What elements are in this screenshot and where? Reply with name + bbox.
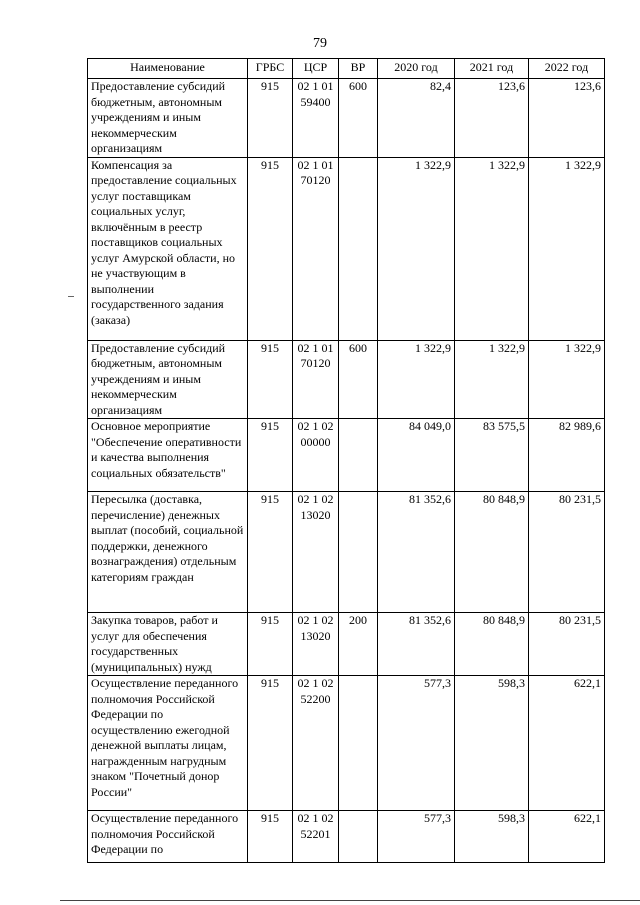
row-vr bbox=[339, 419, 378, 492]
margin-mark bbox=[68, 296, 74, 297]
row-vr bbox=[339, 157, 378, 340]
header-2020: 2020 год bbox=[378, 59, 455, 79]
row-grbs: 915 bbox=[248, 811, 293, 863]
row-csr: 02 1 01 70120 bbox=[293, 157, 339, 340]
table-header-row bbox=[88, 59, 605, 79]
row-grbs: 915 bbox=[248, 157, 293, 340]
budget-table bbox=[87, 58, 605, 863]
header-grbs: ГРБС bbox=[248, 59, 293, 79]
table-row bbox=[88, 492, 605, 613]
row-2021: 1 322,9 bbox=[455, 340, 529, 419]
row-csr: 02 1 02 00000 bbox=[293, 419, 339, 492]
row-2022: 80 231,5 bbox=[529, 613, 605, 676]
row-vr: 600 bbox=[339, 79, 378, 158]
row-2022: 82 989,6 bbox=[529, 419, 605, 492]
row-vr bbox=[339, 492, 378, 613]
row-csr: 02 1 02 52201 bbox=[293, 811, 339, 863]
table-row bbox=[88, 419, 605, 492]
row-2020: 1 322,9 bbox=[378, 157, 455, 340]
row-name: Закупка товаров, работ и услуг для обеспечения государственных (муниципальных) нужд bbox=[88, 613, 248, 676]
bottom-rule bbox=[60, 900, 640, 901]
table-row bbox=[88, 79, 605, 158]
row-grbs: 915 bbox=[248, 676, 293, 811]
row-2022: 123,6 bbox=[529, 79, 605, 158]
row-name: Предоставление субсидий бюджетным, автономным учреждениям и иным некоммерческим организациям bbox=[88, 79, 248, 158]
row-name: Осуществление переданного полномочия Российской Федерации по осуществлению ежегодной денежной выплаты лицам, награжденным нагрудным знаком "Почетный донор России" bbox=[88, 676, 248, 811]
row-2020: 81 352,6 bbox=[378, 613, 455, 676]
row-grbs: 915 bbox=[248, 492, 293, 613]
row-2020: 577,3 bbox=[378, 676, 455, 811]
row-2022: 80 231,5 bbox=[529, 492, 605, 613]
row-grbs: 915 bbox=[248, 79, 293, 158]
row-2021: 598,3 bbox=[455, 676, 529, 811]
page-number: 79 bbox=[313, 36, 327, 51]
row-2021: 1 322,9 bbox=[455, 157, 529, 340]
table-row bbox=[88, 340, 605, 419]
row-grbs: 915 bbox=[248, 340, 293, 419]
row-2022: 622,1 bbox=[529, 676, 605, 811]
row-2021: 598,3 bbox=[455, 811, 529, 863]
row-2020: 81 352,6 bbox=[378, 492, 455, 613]
row-2020: 1 322,9 bbox=[378, 340, 455, 419]
row-2021: 123,6 bbox=[455, 79, 529, 158]
row-csr: 02 1 02 13020 bbox=[293, 613, 339, 676]
row-vr: 200 bbox=[339, 613, 378, 676]
row-2021: 80 848,9 bbox=[455, 492, 529, 613]
row-name: Основное мероприятие "Обеспечение оперативности и качества выполнения социальных обязательств" bbox=[88, 419, 248, 492]
row-csr: 02 1 01 59400 bbox=[293, 79, 339, 158]
row-name: Компенсация за предоставление социальных услуг поставщикам социальных услуг, включённым в реестр поставщиков социальных услуг Амурской области, но не участвующим в выполнении государственного задания (заказа) bbox=[88, 157, 248, 340]
row-csr: 02 1 02 13020 bbox=[293, 492, 339, 613]
row-2022: 622,1 bbox=[529, 811, 605, 863]
row-2021: 80 848,9 bbox=[455, 613, 529, 676]
header-2022: 2022 год bbox=[529, 59, 605, 79]
table-row bbox=[88, 157, 605, 340]
table-row bbox=[88, 613, 605, 676]
row-2020: 577,3 bbox=[378, 811, 455, 863]
header-2021: 2021 год bbox=[455, 59, 529, 79]
header-vr: ВР bbox=[339, 59, 378, 79]
header-name: Наименование bbox=[88, 59, 248, 79]
row-vr bbox=[339, 676, 378, 811]
row-vr: 600 bbox=[339, 340, 378, 419]
row-name: Пересылка (доставка, перечисление) денежных выплат (пособий, социальной поддержки, денежного вознаграждения) отдельным категориям граждан bbox=[88, 492, 248, 613]
table-row bbox=[88, 811, 605, 863]
row-name: Осуществление переданного полномочия Российской Федерации по bbox=[88, 811, 248, 863]
row-2021: 83 575,5 bbox=[455, 419, 529, 492]
row-csr: 02 1 02 52200 bbox=[293, 676, 339, 811]
table-row bbox=[88, 676, 605, 811]
row-2022: 1 322,9 bbox=[529, 157, 605, 340]
row-2020: 82,4 bbox=[378, 79, 455, 158]
row-2022: 1 322,9 bbox=[529, 340, 605, 419]
row-name: Предоставление субсидий бюджетным, автономным учреждениям и иным некоммерческим организациям bbox=[88, 340, 248, 419]
row-vr bbox=[339, 811, 378, 863]
row-csr: 02 1 01 70120 bbox=[293, 340, 339, 419]
row-grbs: 915 bbox=[248, 419, 293, 492]
header-csr: ЦСР bbox=[293, 59, 339, 79]
row-2020: 84 049,0 bbox=[378, 419, 455, 492]
row-grbs: 915 bbox=[248, 613, 293, 676]
